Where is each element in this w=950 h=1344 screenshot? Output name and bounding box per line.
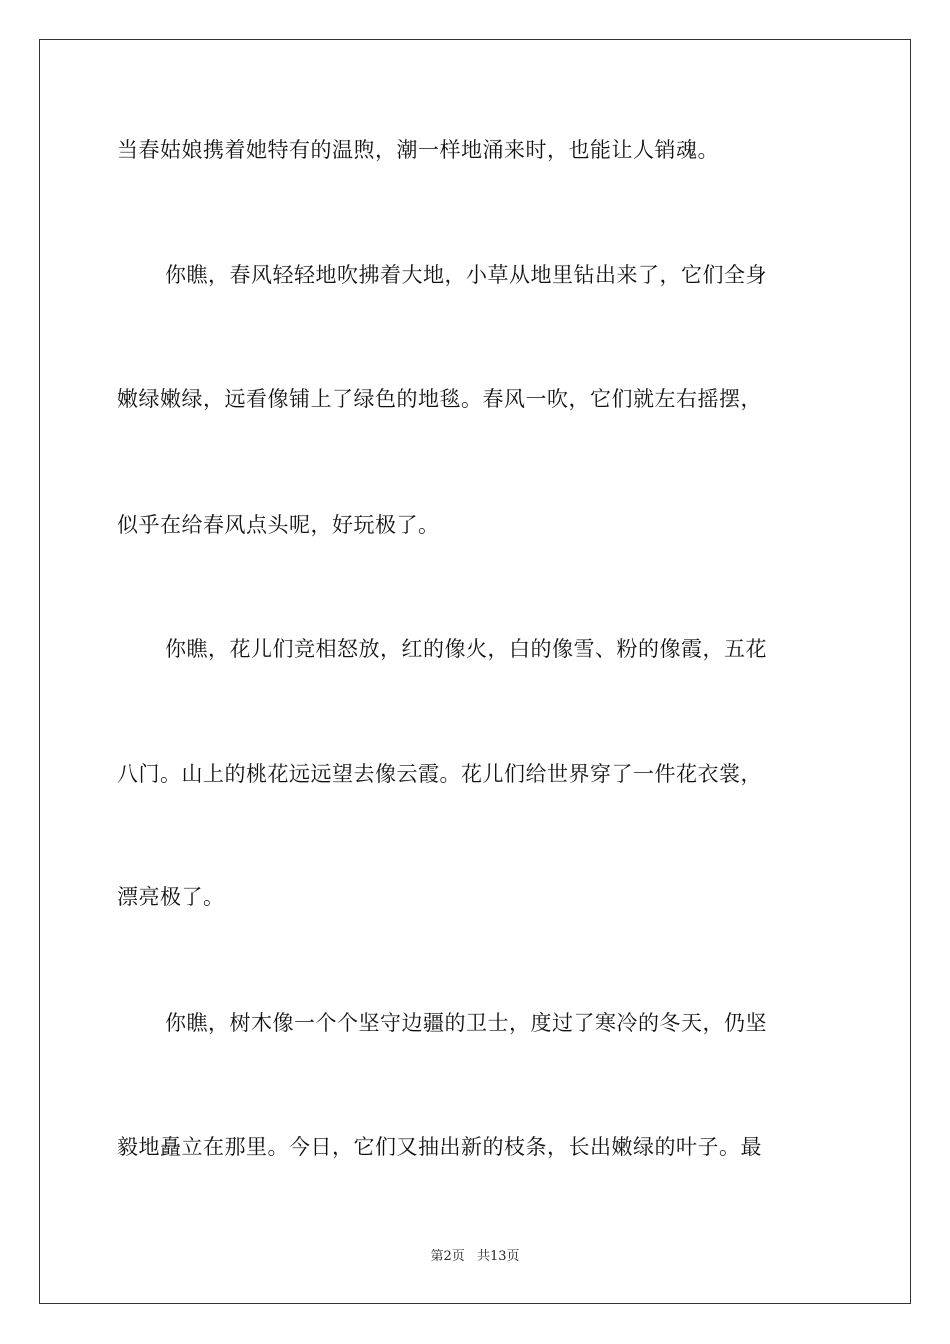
total-pages: 共13页: [476, 1249, 520, 1264]
paragraph-line: 当春姑娘携着她特有的温煦，潮一样地涌来时，也能让人销魂。: [117, 138, 719, 162]
paragraph-line: 似乎在给春风点头呢，好玩极了。: [117, 513, 440, 537]
paragraph-line: 漂亮极了。: [117, 885, 225, 909]
paragraph-line: 你瞧，树木像一个个坚守边疆的卫士，度过了寒冷的冬天，仍坚: [165, 1011, 767, 1035]
page-number: 第2页: [430, 1249, 465, 1264]
page-border: [39, 39, 911, 1304]
paragraph-line: 毅地矗立在那里。今日，它们又抽出新的枝条，长出嫩绿的叶子。最: [117, 1135, 762, 1159]
paragraph-line: 你瞧，春风轻轻地吹拂着大地，小草从地里钻出来了，它们全身: [165, 263, 767, 287]
paragraph-line: 八门。山上的桃花远远望去像云霞。花儿们给世界穿了一件花衣裳，: [117, 762, 762, 786]
paragraph-line: 你瞧，花儿们竞相怒放，红的像火，白的像雪、粉的像霞，五花: [165, 637, 767, 661]
page-footer: [0, 1245, 950, 1264]
paragraph-line: 嫩绿嫩绿，远看像铺上了绿色的地毯。春风一吹，它们就左右摇摆，: [117, 387, 762, 411]
